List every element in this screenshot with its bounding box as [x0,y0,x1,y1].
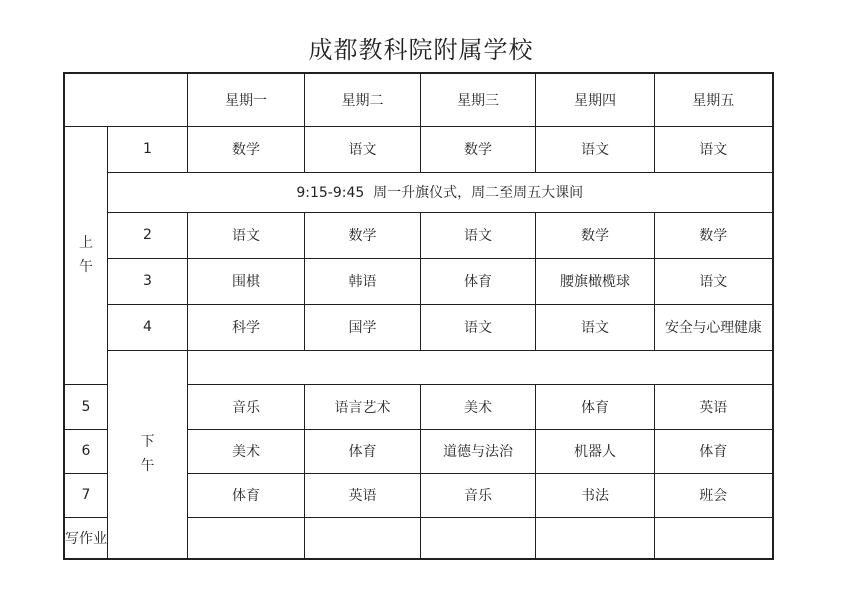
subject-cell: 国学 [305,304,421,350]
subject-cell: 数学 [305,212,421,258]
subject-cell: 安全与心理健康 [655,304,773,350]
period-number: 6 [64,429,108,473]
period-number: 3 [108,258,188,304]
page-title: 成都教科院附属学校 [308,36,534,64]
subject-cell: 围棋 [188,258,305,304]
day-header: 星期二 [305,73,421,126]
break-row [64,172,773,212]
lunch-break-row [64,350,773,384]
subject-cell: 体育 [188,473,305,517]
period-number: 4 [108,304,188,350]
empty-cell [655,517,773,559]
subject-cell: 语文 [421,304,536,350]
subject-cell: 体育 [536,384,655,429]
table-row [64,258,773,304]
morning-label: 上 午 [64,126,108,384]
day-header: 星期四 [536,73,655,126]
day-header: 星期三 [421,73,536,126]
subject-cell: 体育 [305,429,421,473]
subject-cell: 英语 [305,473,421,517]
subject-cell: 科学 [188,304,305,350]
subject-cell: 音乐 [188,384,305,429]
day-header: 星期一 [188,73,305,126]
period-number: 5 [64,384,108,429]
table-row [64,212,773,258]
subject-cell: 语文 [536,304,655,350]
subject-cell: 英语 [655,384,773,429]
lunch-break-cell [188,350,773,384]
timetable [63,72,774,560]
subject-cell: 音乐 [421,473,536,517]
subject-cell: 语文 [655,258,773,304]
period-number: 7 [64,473,108,517]
afternoon-label: 下 午 [108,350,188,559]
subject-cell: 数学 [536,212,655,258]
subject-cell: 数学 [188,126,305,172]
empty-cell [188,517,305,559]
subject-cell: 机器人 [536,429,655,473]
subject-cell: 班会 [655,473,773,517]
subject-cell: 语文 [305,126,421,172]
subject-cell: 数学 [655,212,773,258]
empty-cell [421,517,536,559]
empty-cell [536,517,655,559]
subject-cell: 语文 [536,126,655,172]
subject-cell: 道德与法治 [421,429,536,473]
subject-cell: 数学 [421,126,536,172]
day-header: 星期五 [655,73,773,126]
empty-cell [305,517,421,559]
subject-cell: 腰旗橄榄球 [536,258,655,304]
period-number: 1 [108,126,188,172]
table-row [64,126,773,172]
subject-cell: 语文 [421,212,536,258]
subject-cell: 语文 [655,126,773,172]
subject-cell: 书法 [536,473,655,517]
subject-cell: 美术 [188,429,305,473]
subject-cell: 体育 [655,429,773,473]
header-row [64,73,773,126]
period-number: 2 [108,212,188,258]
corner-cell [64,73,188,126]
homework-label: 写作业 [64,517,108,559]
table-row [64,304,773,350]
subject-cell: 语文 [188,212,305,258]
subject-cell: 美术 [421,384,536,429]
subject-cell: 语言艺术 [305,384,421,429]
break-note: 9:15-9:45 周一升旗仪式，周二至周五大课间 [108,172,773,212]
subject-cell: 韩语 [305,258,421,304]
subject-cell: 体育 [421,258,536,304]
